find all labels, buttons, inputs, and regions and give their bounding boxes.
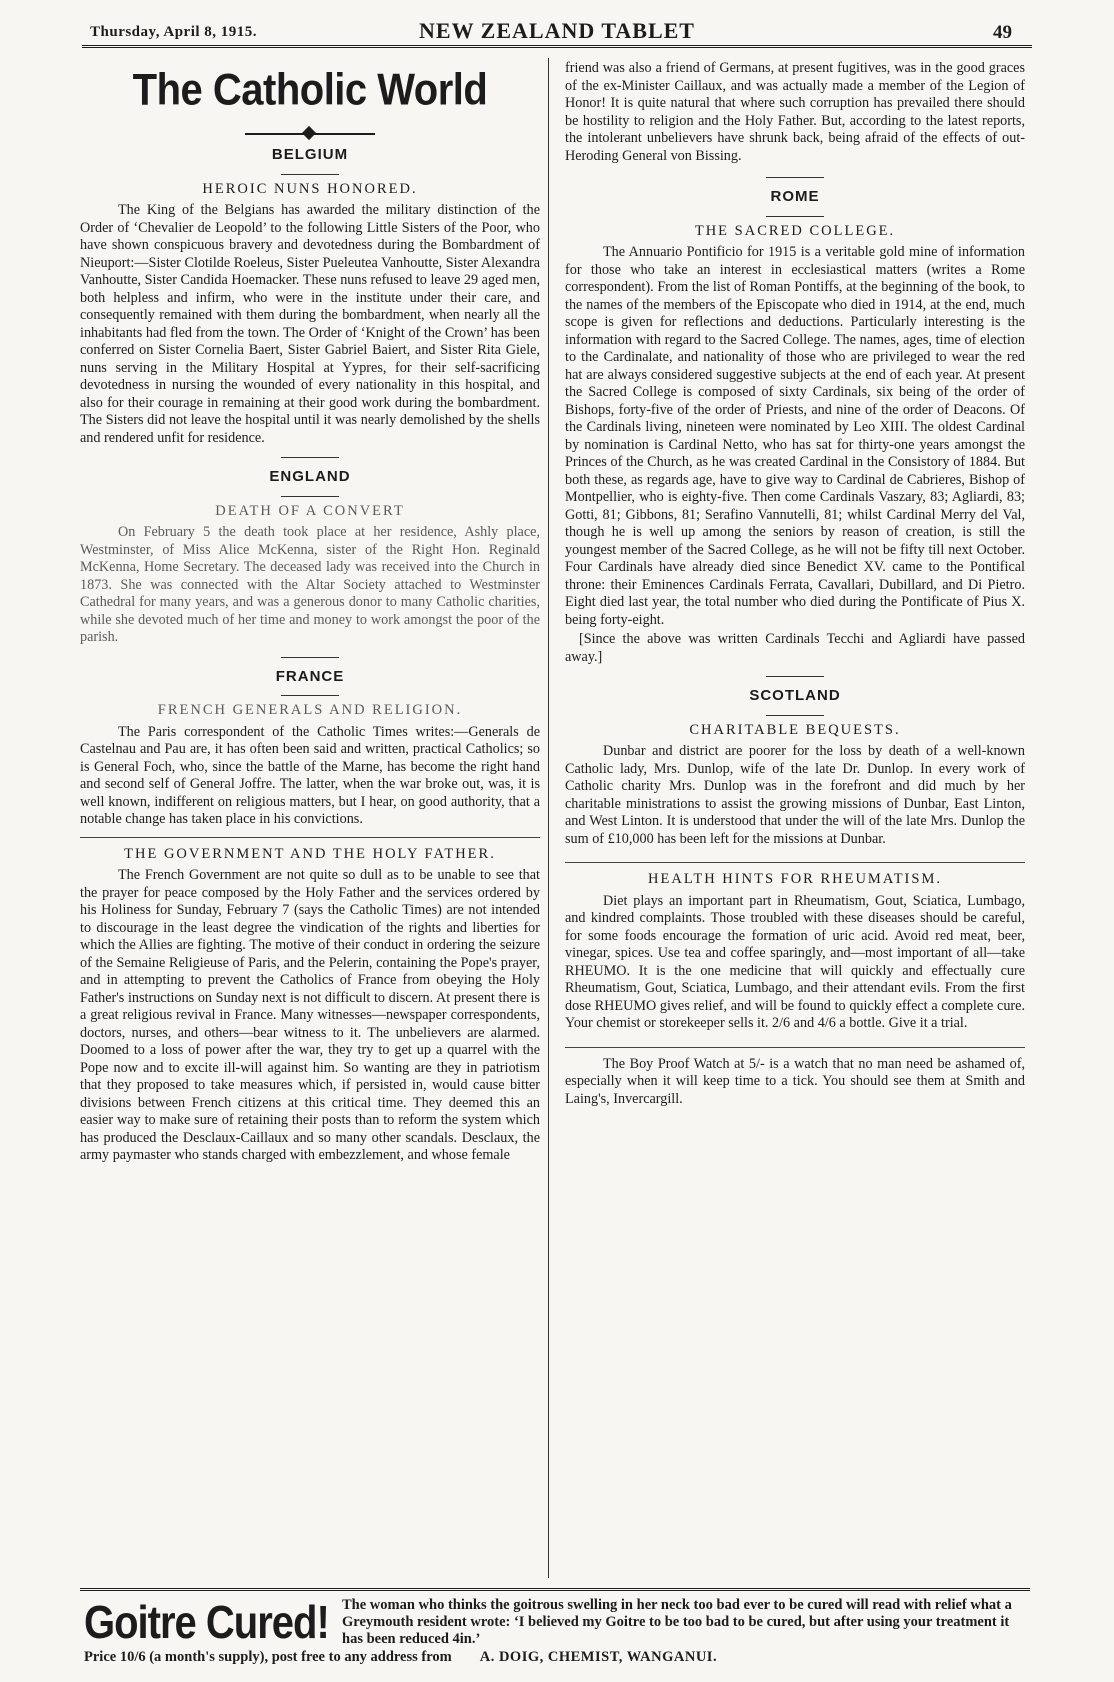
section-rule: [766, 216, 824, 217]
article-body-death-of-convert: On February 5 the death took place at her residence, Ashly place, Westminster, of Miss Alice McKenna, sister of the Right Hon. Reginald McKenna, Home Secretary. The deceased lady was received into the Church in 1873. She was connected with the Altar Society attached to Westminster Cathedral for many years, and was a generous donor to many Catholic charities, while she devoted much of her time and money to work amongst the poor of the parish.: [80, 524, 540, 645]
article-heading-heroic-nuns: HEROIC NUNS HONORED.: [202, 180, 418, 197]
section-rule: [281, 695, 339, 696]
right-column: [565, 60, 1025, 1110]
editorial-note: [Since the above was written Cardinals Tecchi and Agliardi have passed away.]: [565, 631, 1025, 665]
section-rule: [281, 174, 339, 175]
country-heading-rome: ROME: [770, 188, 820, 205]
column-divider: [548, 58, 549, 1578]
advertisement-headline: Goitre Cured!: [84, 1597, 329, 1649]
feature-title: The Catholic World: [132, 65, 488, 115]
goitre-advertisement: [80, 1588, 1030, 1666]
article-heading-government-holy-father: THE GOVERNMENT AND THE HOLY FATHER.: [124, 845, 496, 862]
article-body-government-holy-father: The French Government are not quite so dull as to be unable to see that the prayer for peace composed by the Holy Father and the services ordered by his Holiness for Sunday, February 7 (says the Catholic Times) are not intended to discourage in the least degree the vindication of the rights and liberties for which the Allies are fighting. The motive of their conduct in ordering the seizure of the Semaine Religieuse of Paris, and the Pelerin, containing the Pope's prayer, and in attempting to prevent the Catholics of France from obeying the Holy Father's instructions on Sunday next is not difficult to discern. At present there is a great religious revival in France. Many witnesses—newspaper correspondents, doctors, nurses, and others—bear witness to it. The unbelievers are alarmed. Doomed to a loss of power after the war, they try to get up a quarrel with the Pope now and to excite ill-will against him. So wanting are they in patriotism that they proposed to take measures which, if persisted in, would cause bitter divisions between French citizens at this critical time. They deemed this an easier way to make sure of retaining their posts than to reform the system which has produced the Desclaux-Caillaux and so many other scandals. Desclaux, the army paymaster who stands charged with embezzlement, and whose female: [80, 867, 540, 1163]
article-body-heroic-nuns: The King of the Belgians has awarded the military distinction of the Order of ‘Chevalier de Leopold’ to the following Little Sisters of the Poor, who have shown conspicuous bravery and devotedness during the Bombardment of Nieuport:—Sister Clotilde Roeleus, Sister Pueleutea Vanhoutte, Sister Alexandra Vanhoutte, Sister Candida Hoemacker. These nuns refused to leave 29 aged men, both helpless and infirm, who were in the institute under their care, and consequently remained with them during the bombardment, when nearly all the inhabitants had fled from the town. The Order of ‘Knight of the Crown’ has been conferred on Sister Cornelia Baert, Sister Gabriel Baiert, and Sister Rita Giele, nuns serving in the Military Hospital at Yypres, for their self-sacrificing devotedness in nursing the wounded of every nationality in this hospital, and also for their courage in remaining at their good work during the bombardment. The Sisters did not leave the hospital until it was nearly demolished by the shells and rendered unfit for residence.: [80, 202, 540, 446]
section-rule: [766, 676, 824, 677]
advertisement-price-line: [84, 1649, 1030, 1666]
masthead: [82, 16, 1032, 48]
article-divider: [565, 862, 1025, 863]
article-body-continuation: friend was also a friend of Germans, at present fugitives, was in the good graces of the ex-Minister Caillaux, and was actually made a member of the Legion of Honor! It is quite natural that where such corruption has prevailed there should be hostility to religion and the Holy Father. But, according to the latest reports, the intolerant unbelievers have shrunk back, being afraid of the effects of out-Heroding General von Bissing.: [565, 60, 1025, 164]
article-divider: [80, 837, 540, 838]
section-rule: [281, 496, 339, 497]
section-rule: [766, 715, 824, 716]
country-heading-belgium: BELGIUM: [271, 146, 349, 163]
article-body-health-hints: Diet plays an important part in Rheumatism, Gout, Sciatica, Lumbago, and kindred complaints. Those troubled with these diseases should be careful, for some foods encourage the formation of uric acid. Avoid red meat, beer, vinegar, spices. Use tea and coffee sparingly, and—most important of all—take RHEUMO. It is the one medicine that will quickly and effectually cure Rheumatism, Gout, Sciatica, Lumbago, and their attendant evils. From the first dose RHEUMO gives relief, and will be found to quickly effect a complete cure. Your chemist or storekeeper sells it. 2/6 and 4/6 a bottle. Give it a trial.: [565, 892, 1025, 1031]
section-rule: [281, 657, 339, 658]
advertisement-body: The woman who thinks the goitrous swelling in her neck too bad ever to be cured will read with relief what a Greymouth resident wrote: ‘I believed my Goitre to be too bad to be cured, but after using your treatment it has been reduced 4in.’: [342, 1597, 1012, 1647]
section-rule: [281, 457, 339, 458]
article-heading-death-of-convert: DEATH OF A CONVERT: [215, 502, 405, 519]
left-column: [80, 60, 540, 1167]
advertisement-merchant: A. DOIG, CHEMIST, WANGANUI.: [479, 1649, 718, 1665]
watch-notice: The Boy Proof Watch at 5/- is a watch that no man need be ashamed of, especially when it will keep time to a tick. You should see them at Smith and Laing's, Invercargill.: [565, 1055, 1025, 1107]
country-heading-england: ENGLAND: [269, 468, 351, 485]
advertisement-price: Price 10/6 (a month's supply), post free to any address from: [84, 1649, 452, 1665]
article-heading-sacred-college: THE SACRED COLLEGE.: [694, 222, 896, 239]
title-ornament: [245, 128, 375, 140]
diamond-icon: [302, 126, 316, 140]
article-heading-charitable-bequests: CHARITABLE BEQUESTS.: [689, 721, 901, 738]
article-body-french-generals: The Paris correspondent of the Catholic Times writes:—Generals de Castelnau and Pau are, it has often been said and written, practical Catholics; so is General Foch, who, since the battle of the Marne, has become the right hand and second self of General Joffre. The latter, when the war broke out, was, it is well known, indifferent on religious matters, but I hear, on good authority, that a notable change has taken place in his convictions.: [80, 723, 540, 827]
issue-date: Thursday, April 8, 1915.: [90, 24, 258, 40]
article-divider: [565, 1047, 1025, 1048]
section-rule: [766, 177, 824, 178]
article-heading-french-generals: FRENCH GENERALS AND RELIGION.: [157, 702, 463, 718]
page-number: 49: [993, 22, 1012, 43]
article-heading-health-hints: HEALTH HINTS FOR RHEUMATISM.: [648, 871, 942, 887]
article-body-sacred-college: The Annuario Pontificio for 1915 is a veritable gold mine of information for those who take an interest in ecclesiastical matters (writes a Rome correspondent). From the list of Roman Pontiffs, at the beginning of the book, to the names of the members of the Episcopate who died in 1914, at the end, much scope is given for reflections and deductions. Particularly interesting is the information with regard to the Sacred College. The names, ages, time of election to the Cardinalate, and nationality of those who are privileged to wear the red hat are always considered suggestive subjects at the end of each year. At present the Sacred College is composed of sixty Cardinals, six being of the order of Bishops, forty-five of the order of Priests, and nine of the order of Deacons. Of the Cardinals living, nineteen were nominated by Leo XIII. The oldest Cardinal by nomination is Cardinal Netto, who has sat for thirty-one years amongst the Princes of the Church, as he was created Cardinal in the Consistory of 1884. But both these, as regards age, have to give way to Cardinal de Cabrieres, Bishop of Montpellier, who is eighty-five. Then come Cardinals Vaszary, 83; Agliardi, 83; Gotti, 81; Gibbons, 81; Serafino Vannutelli, 81; whilst Cardinal Merry del Val, though he is well up among the seniors by reason of creation, is still the youngest member of the Sacred College, as he will not be fifty till next October. Four Cardinals have already died since Benedict XV. came to the Pontifical throne: their Eminences Cardinals Ferrata, Cavallari, Dubillard, and Di Pietro. Eight died last year, the total number who died during the Pontificate of Pius X. being forty-eight.: [565, 244, 1025, 628]
newspaper-title: NEW ZEALAND TABLET: [419, 18, 695, 43]
country-heading-france: FRANCE: [275, 667, 345, 685]
country-heading-scotland: SCOTLAND: [749, 687, 841, 704]
article-body-charitable-bequests: Dunbar and district are poorer for the loss by death of a well-known Catholic lady, Mrs. Dunlop, wife of the late Dr. Dunlop. In every work of Catholic charity Mrs. Dunlop was in the forefront and did much by her charitable ministrations to assist the growing missions of Dunbar, East Linton, and West Linton. It is understood that under the will of the late Mrs. Dunlop the sum of £10,000 has been left for the missions at Dunbar.: [565, 743, 1025, 847]
